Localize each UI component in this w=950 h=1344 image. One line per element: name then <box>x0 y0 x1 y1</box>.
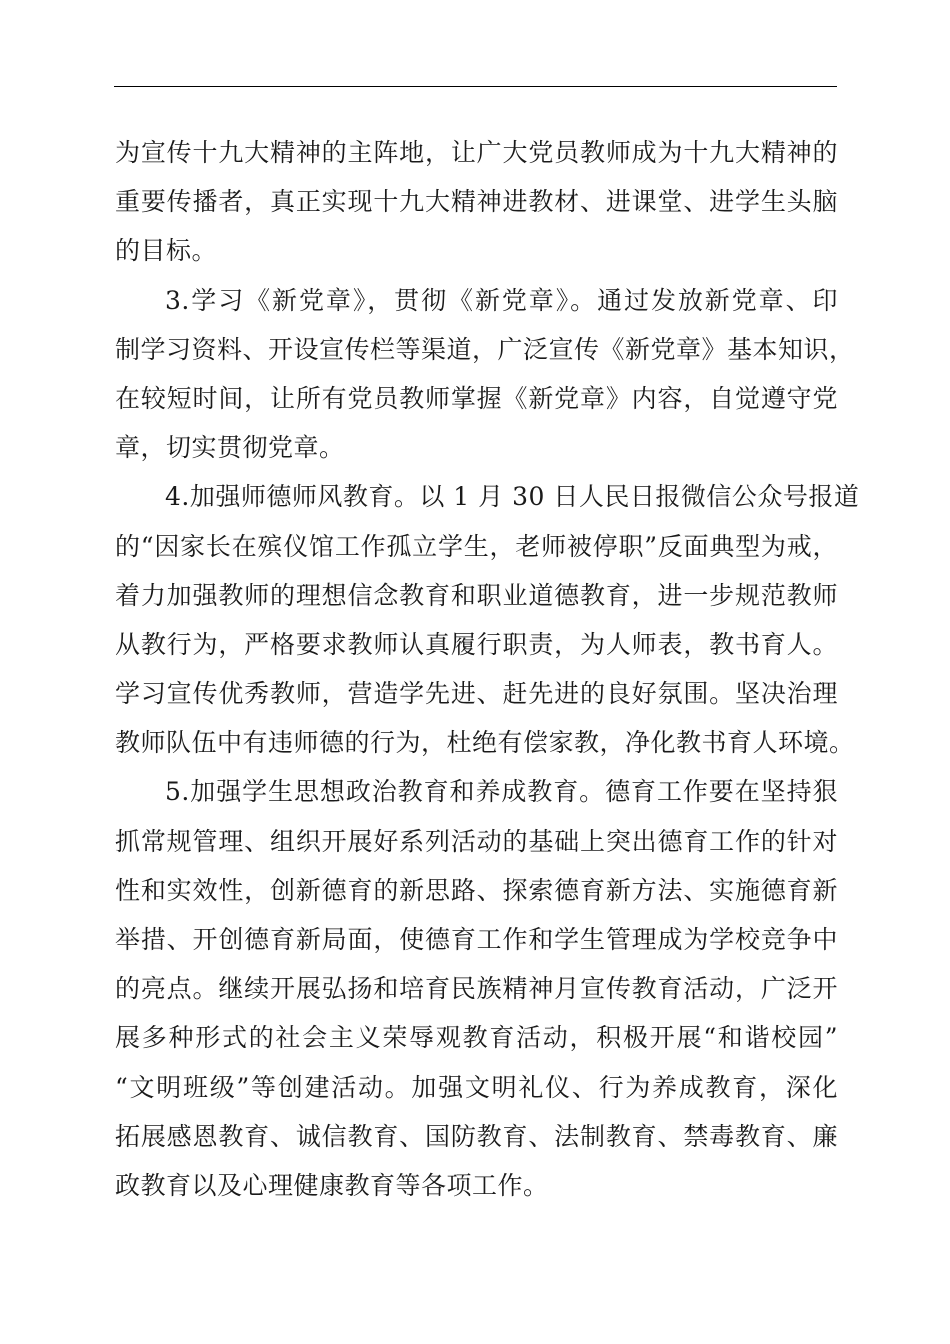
text-line: 政教育以及心理健康教育等各项工作。 <box>115 1170 549 1200</box>
text-line: 章，切实贯彻党章。 <box>115 433 345 463</box>
text-line: 教师队伍中有违师德的行为，杜绝有偿家教，净化教书育人环境。 <box>115 728 855 758</box>
text-line: 在较短时间，让所有党员教师掌握《新党章》内容，自觉遵守党 <box>115 383 838 413</box>
text-line: 性和实效性，创新德育的新思路、探索德育新方法、实施德育新 <box>115 875 838 905</box>
text-line: 从教行为，严格要求教师认真履行职责，为人师表，教书育人。 <box>115 629 838 659</box>
text-line: “文明班级”等创建活动。加强文明礼仪、行为养成教育，深化 <box>115 1072 838 1102</box>
text-line: 的“因家长在殡仪馆工作孤立学生，老师被停职”反面典型为戒， <box>115 531 838 561</box>
text-line: 制学习资料、开设宣传栏等渠道，广泛宣传《新党章》基本知识， <box>115 334 855 364</box>
text-line: 为宣传十九大精神的主阵地，让广大党员教师成为十九大精神的 <box>115 138 838 167</box>
text-line: 举措、开创德育新局面，使德育工作和学生管理成为学校竞争中 <box>115 925 838 954</box>
text-line: 拓展感恩教育、诚信教育、国防教育、法制教育、禁毒教育、廉 <box>115 1121 838 1151</box>
text-line: 抓常规管理、组织开展好系列活动的基础上突出德育工作的针对 <box>115 826 838 856</box>
text-line: 重要传播者，真正实现十九大精神进教材、进课堂、进学生头脑 <box>115 187 838 217</box>
paragraph-5-heading: 5.加强学生思想政治教育和养成教育。德育工作要在坚持狠 <box>165 777 838 807</box>
paragraph-4-heading: 4.加强师德师风教育。以 1 月 30 日人民日报微信公众号报道 <box>165 482 860 512</box>
text-line: 学习宣传优秀教师，营造学先进、赶先进的良好氛围。坚决治理 <box>115 679 838 709</box>
body-text <box>115 128 860 1210</box>
paragraph-3-heading: 3.学习《新党章》，贯彻《新党章》。通过发放新党章、印 <box>165 285 838 315</box>
text-line: 的亮点。继续开展弘扬和培育民族精神月宣传教育活动，广泛开 <box>115 974 838 1004</box>
text-line: 展多种形式的社会主义荣辱观教育活动，积极开展“和谐校园” <box>115 1023 838 1053</box>
text-line: 着力加强教师的理想信念教育和职业道德教育，进一步规范教师 <box>115 580 838 610</box>
header-rule <box>114 86 837 87</box>
text-line: 的目标。 <box>115 236 218 266</box>
